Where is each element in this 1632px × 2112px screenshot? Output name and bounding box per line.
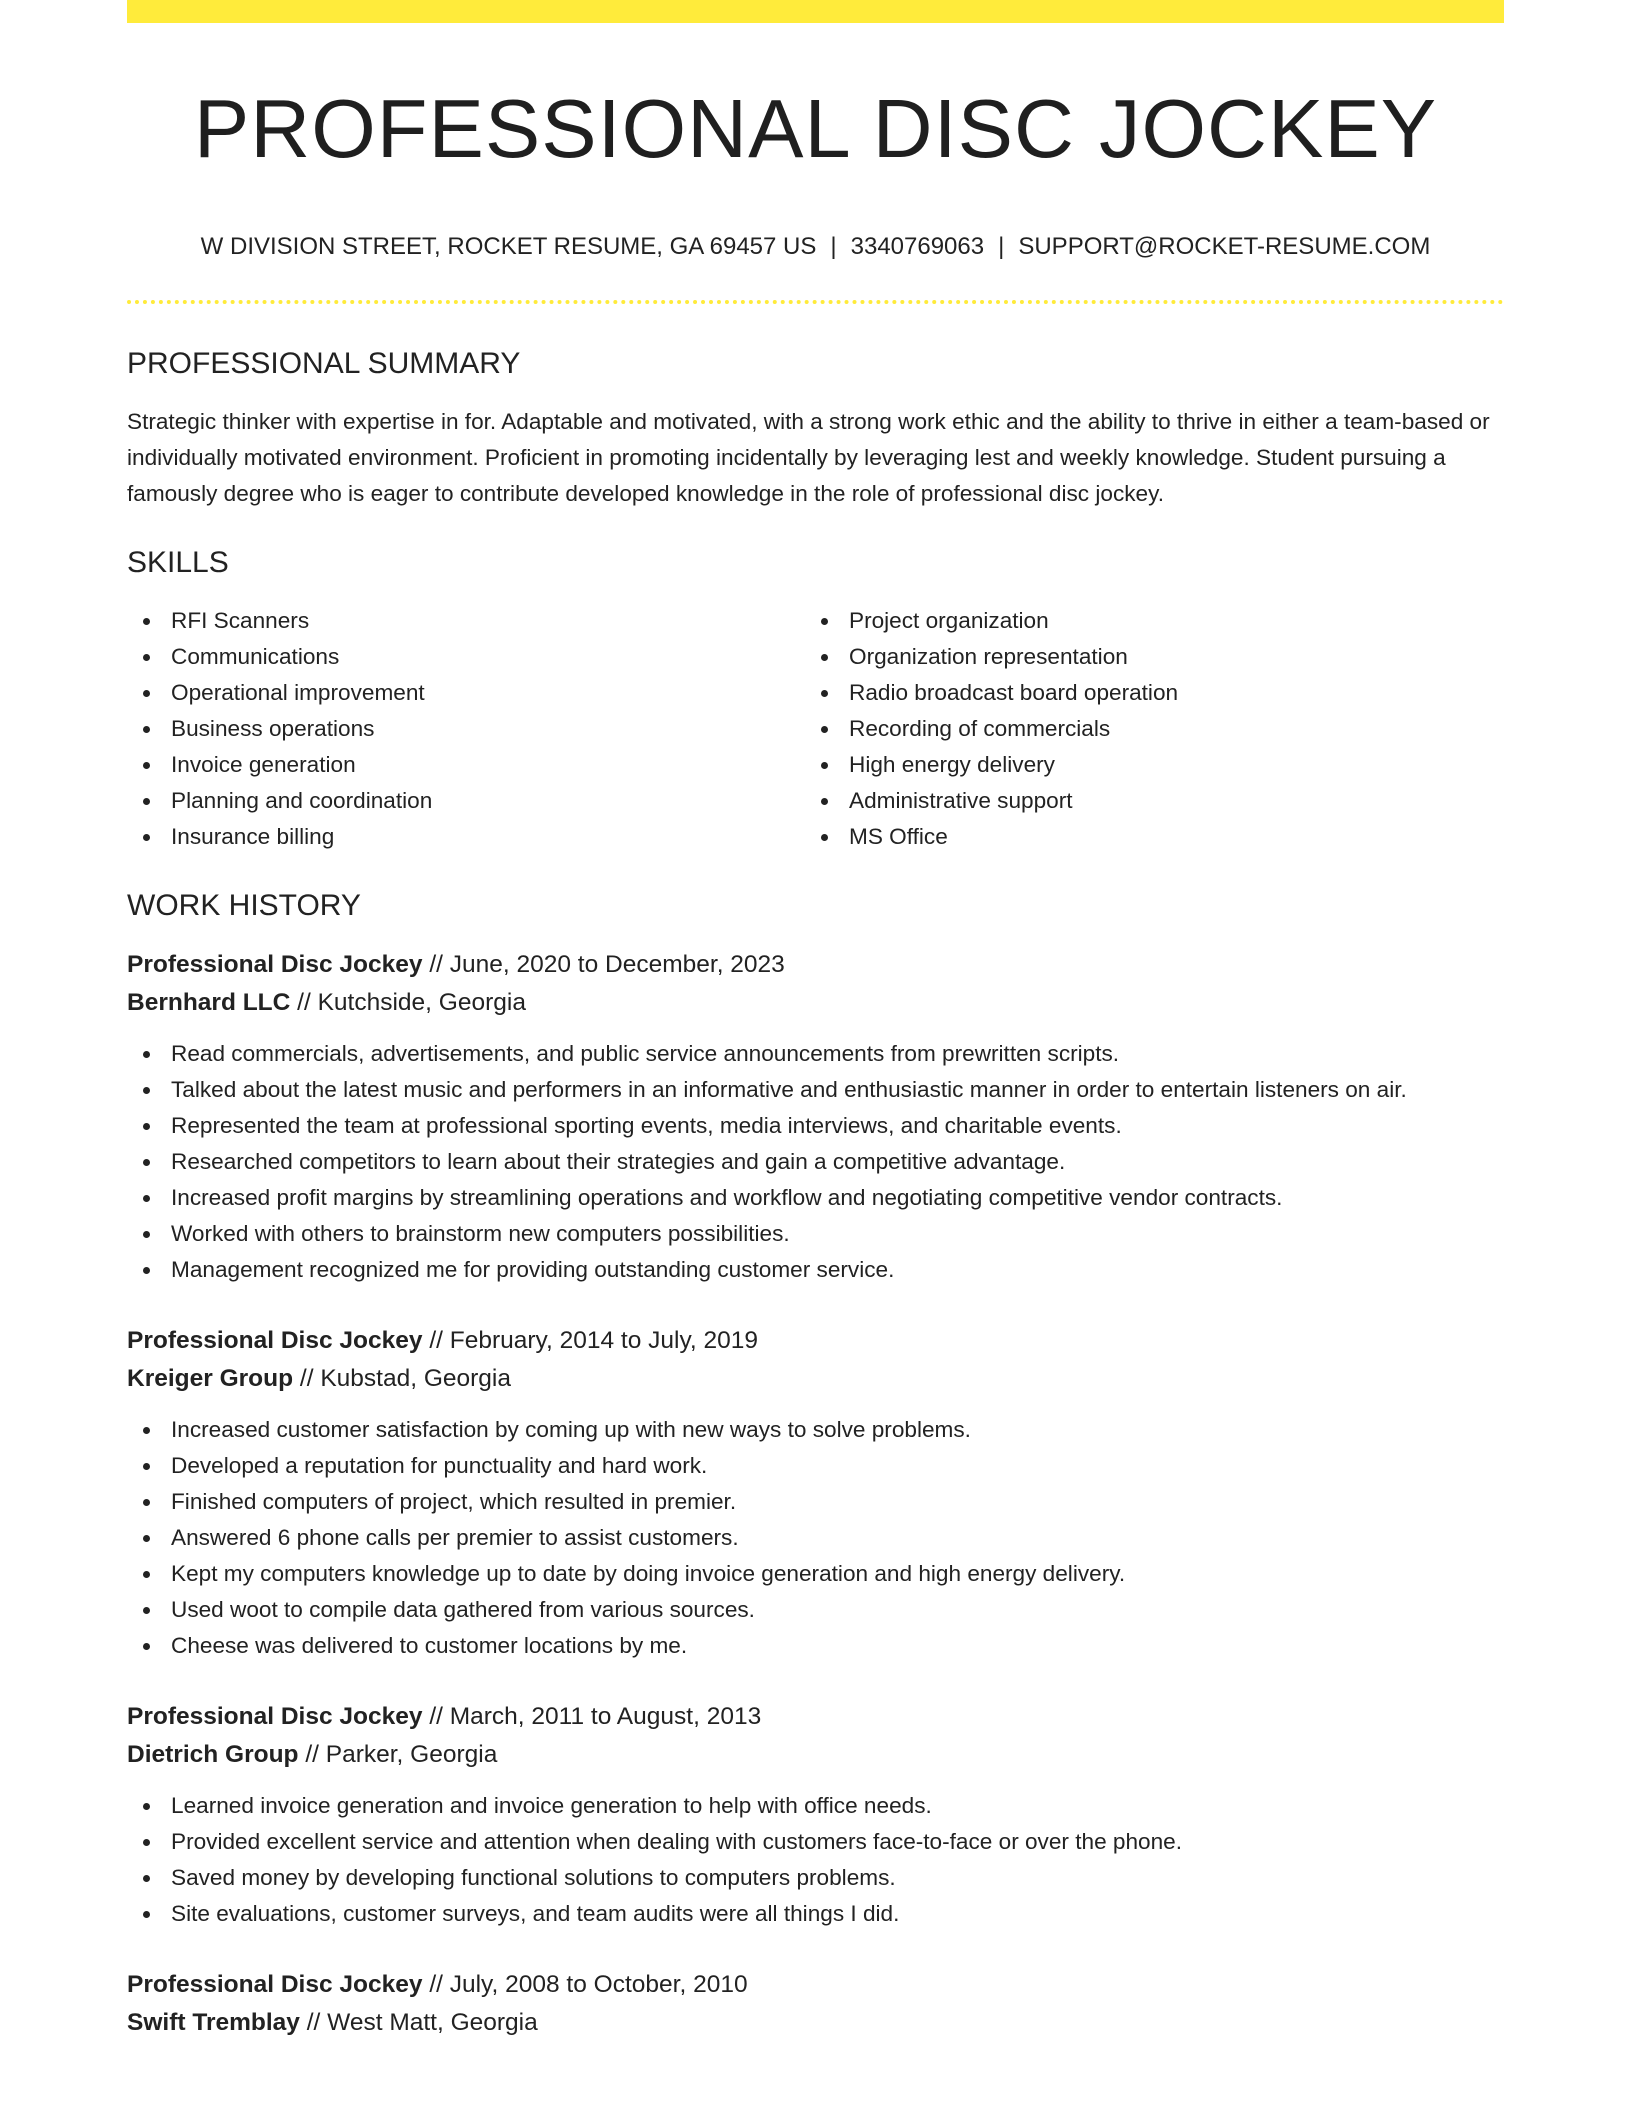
job-bullets [127,1412,1504,1664]
resume-name: PROFESSIONAL DISC JOCKEY [193,82,1438,175]
job-dates: // February, 2014 to July, 2019 [422,1327,758,1354]
job-bullet: Worked with others to brainstorm new computers possibilities. [127,1216,1504,1252]
job-company: Kreiger Group [127,1365,294,1392]
job-dates: // July, 2008 to October, 2010 [422,1971,748,1998]
job-bullet: Finished computers of project, which resulted in premier. [127,1484,1504,1520]
skill-item: Planning and coordination [127,783,805,819]
job-bullet: Learned invoice generation and invoice generation to help with office needs. [127,1788,1504,1824]
contact-phone: 3340769063 [850,233,985,260]
job-bullet: Provided excellent service and attention when dealing with customers face-to-face or over the phone. [127,1824,1504,1860]
job-location: // Kutchside, Georgia [290,989,526,1016]
skill-item: Organization representation [805,639,1483,675]
job-company: Bernhard LLC [127,989,291,1016]
job-role: Professional Disc Jockey [127,951,423,978]
job-location: // Kubstad, Georgia [293,1365,511,1392]
job-bullet: Researched competitors to learn about their strategies and gain a competitive advantage. [127,1144,1504,1180]
skill-item: High energy delivery [805,747,1483,783]
summary-heading: PROFESSIONAL SUMMARY [127,347,521,380]
skill-item: Operational improvement [127,675,805,711]
job-bullet: Used woot to compile data gathered from various sources. [127,1592,1504,1628]
job-bullet: Developed a reputation for punctuality and hard work. [127,1448,1504,1484]
contact-separator: | [998,233,1005,260]
contact-separator: | [830,233,837,260]
job-entry [127,1966,1504,2042]
job-entry [127,1698,1504,1932]
work-history-heading: WORK HISTORY [127,889,361,922]
contact-address: W DIVISION STREET, ROCKET RESUME, GA 69457 US [200,233,817,260]
resume-page [127,0,1504,2042]
job-company-line [127,1736,1504,1774]
summary-text: Strategic thinker with expertise in for. Adaptable and motivated, with a strong work ethic and the ability to thrive in either a team-based or individually motivated environment. Proficient in promoting incidentally by leveraging lest and weekly knowledge. Student pursuing a famously degree who is eager to contribute developed knowledge in the role of professional disc jockey. [127,409,1490,506]
job-dates: // June, 2020 to December, 2023 [422,951,785,978]
skill-item: RFI Scanners [127,603,805,639]
job-role: Professional Disc Jockey [127,1971,423,1998]
job-company-line [127,2004,1504,2042]
job-entry [127,946,1504,1288]
job-bullet: Represented the team at professional sporting events, media interviews, and charitable events. [127,1108,1504,1144]
job-bullet: Answered 6 phone calls per premier to assist customers. [127,1520,1504,1556]
skills-column-left [127,603,805,855]
job-bullet: Talked about the latest music and performers in an informative and enthusiastic manner in order to entertain listeners on air. [127,1072,1504,1108]
job-bullets [127,1788,1504,1932]
job-bullets [127,1036,1504,1288]
job-role: Professional Disc Jockey [127,1703,423,1730]
skill-item: Administrative support [805,783,1483,819]
skills-column-right [805,603,1483,855]
skill-item: Project organization [805,603,1483,639]
skill-item: Invoice generation [127,747,805,783]
job-bullet: Site evaluations, customer surveys, and team audits were all things I did. [127,1896,1504,1932]
job-dates: // March, 2011 to August, 2013 [422,1703,762,1730]
job-title-line [127,1322,1504,1360]
job-bullet: Increased customer satisfaction by coming up with new ways to solve problems. [127,1412,1504,1448]
skill-item: Communications [127,639,805,675]
dotted-divider [127,300,1504,304]
job-bullet: Increased profit margins by streamlining operations and workflow and negotiating competitive vendor contracts. [127,1180,1504,1216]
job-bullet: Cheese was delivered to customer locations by me. [127,1628,1504,1664]
skill-item: Insurance billing [127,819,805,855]
job-entry [127,1322,1504,1664]
job-company: Dietrich Group [127,1741,299,1768]
skill-item: Radio broadcast board operation [805,675,1483,711]
job-bullet: Read commercials, advertisements, and public service announcements from prewritten scripts. [127,1036,1504,1072]
job-bullet: Management recognized me for providing outstanding customer service. [127,1252,1504,1288]
job-company-line [127,1360,1504,1398]
skills-heading: SKILLS [127,546,229,579]
contact-line [127,232,1504,262]
job-title-line [127,1966,1504,2004]
job-company: Swift Tremblay [127,2009,300,2036]
job-role: Professional Disc Jockey [127,1327,423,1354]
job-location: // West Matt, Georgia [299,2009,538,2036]
skill-item: Recording of commercials [805,711,1483,747]
job-company-line [127,984,1504,1022]
skill-item: Business operations [127,711,805,747]
skills-list [127,603,1504,855]
skill-item: MS Office [805,819,1483,855]
job-title-line [127,1698,1504,1736]
contact-email: SUPPORT@ROCKET-RESUME.COM [1018,233,1431,260]
job-title-line [127,946,1504,984]
job-bullet: Kept my computers knowledge up to date by doing invoice generation and high energy delivery. [127,1556,1504,1592]
accent-top-bar [127,0,1504,23]
job-location: // Parker, Georgia [298,1741,498,1768]
job-bullet: Saved money by developing functional solutions to computers problems. [127,1860,1504,1896]
